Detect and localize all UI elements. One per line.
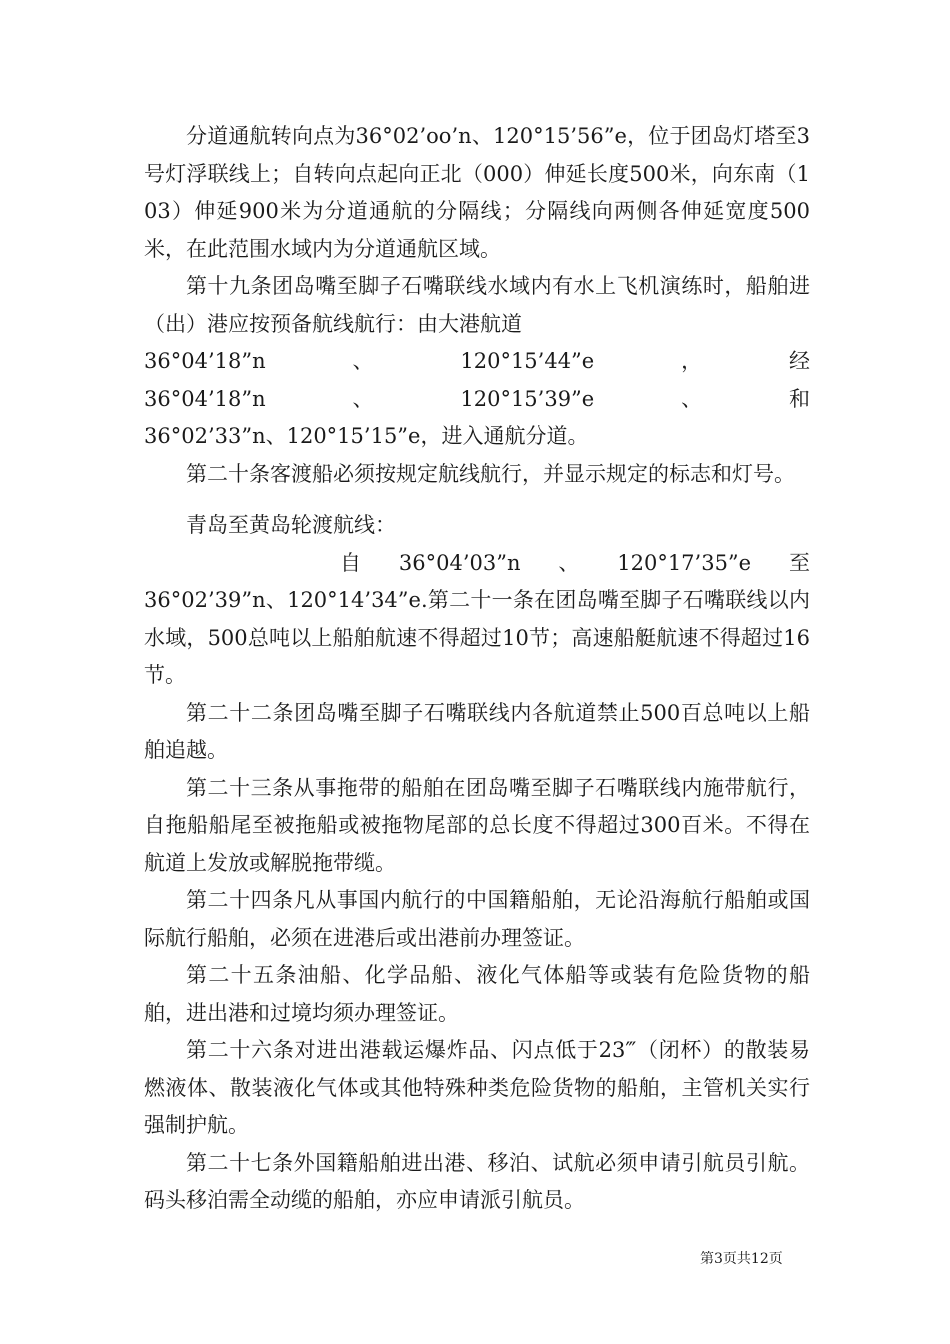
paragraph-article-24: 第二十四条凡从事国内航行的中国籍船舶，无论沿海航行船舶或国际航行船舶，必须在进港后或出港前办理签证。 [144,888,810,950]
paragraph-ferry-route-heading: 青岛至黄岛轮渡航线： [186,513,396,537]
coord-sep-1: 、 [352,349,374,373]
coord-sep-3: 、 [352,386,374,411]
paragraph-article-20: 第二十条客渡船必须按规定航线航行，并显示规定的标志和灯号。 [186,461,795,486]
paragraph-article-27: 第二十七条外国籍船舶进出港、移泊、试航必须申请引航员引航。码头移泊需全动缆的船舶，亦应申请派引航员。 [144,1150,810,1212]
paragraph-article-25: 第二十五条油船、化学品船、液化气体船等或装有危险货物的船舶，进出港和过境均须办理签证。 [144,963,810,1025]
paragraph-article-22: 第二十二条团岛嘴至脚子石嘴联线内各航道禁止500百总吨以上船舶追越。 [144,700,810,762]
paragraph-article-26: 第二十六条对进出港载运爆炸品、闪点低于23‴（闭杯）的散装易燃液体、散装液化气体或其他特殊种类危险货物的船舶，主管机关实行强制护航。 [144,1038,810,1137]
coord-lon-1: 120°15’44”e [460,349,595,373]
coord-word-1: 经 [788,349,810,373]
ferry-route-tail: 36°02’39”n、120°14’34”e.第二十一条在团岛嘴至脚子石嘴联线以内水域，500总吨以上船舶航速不得超过10节；高速船艇航速不得超过16节。 [144,588,810,687]
paragraph-ferry-route [144,545,810,695]
coord-sep-4: 、 [681,386,703,411]
article-19-tail: 36°02’33”n、120°15’15”e，进入通航分道。 [144,424,589,448]
ferry-sep: 、 [558,550,580,575]
article-19-coordinate-row-2 [144,381,810,419]
ferry-coordinate-row [144,545,810,583]
ferry-word-from: 自 [340,550,361,575]
article-19-text: 第十九条团岛嘴至脚子石嘴联线水域内有水上飞机演练时，船舶进（出）港应按预备航线航行：由大港航道 [144,274,810,336]
coord-sep-2: ， [681,349,703,373]
ferry-lon: 120°17’35”e [617,550,752,575]
coord-lon-2: 120°15’39”e [460,386,595,411]
article-19-coordinate-row-1 [144,343,810,381]
ferry-lat: 36°04’03”n [398,550,521,575]
ferry-word-to: 至 [788,550,810,575]
coord-word-2: 和 [788,386,810,411]
page-number-footer: 第3页共12页 [700,1251,783,1267]
document-body [144,118,810,1220]
coord-lat-1: 36°04’18”n [144,349,266,373]
coord-lat-2: 36°04’18”n [144,386,266,411]
paragraph-article-19 [144,268,810,456]
paragraph-traffic-separation-point: 分道通航转向点为36°02’oo’n、120°15’56”e，位于团岛灯塔至3号灯浮联线上；自转向点起向正北（000）伸延长度500米，向东南（103）伸延900米为分道通航的分隔线；分隔线向两侧各伸延宽度500米，在此范围水域内为分道通航区域。 [144,124,810,261]
paragraph-article-23: 第二十三条从事拖带的船舶在团岛嘴至脚子石嘴联线内施带航行，自拖船船尾至被拖船或被拖物尾部的总长度不得超过300百米。不得在航道上发放或解脱拖带缆。 [144,775,810,875]
